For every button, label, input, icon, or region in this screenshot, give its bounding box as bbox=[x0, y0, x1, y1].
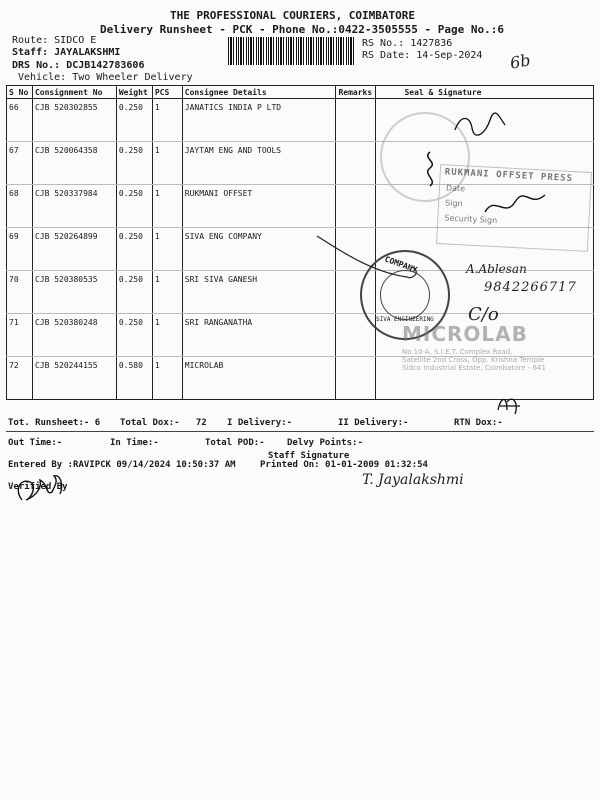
ii-delivery: II Delivery:- bbox=[338, 418, 409, 428]
verifier-signature bbox=[12, 470, 72, 510]
rukmani-stamp: RUKMANI OFFSET PRESS Date Sign Security Sign bbox=[436, 164, 592, 252]
verified-by: Verified By bbox=[8, 482, 68, 492]
runsheet-subtitle: Delivery Runsheet - PCK - Phone No.:0422-3505555 - Page No.:6 bbox=[100, 23, 504, 36]
col-pcs: PCS bbox=[152, 86, 182, 99]
out-time: Out Time:- bbox=[8, 438, 63, 448]
table-row: 71 CJB 520380248 0.250 1 SRI RANGANATHA bbox=[7, 314, 594, 357]
drs-line: DRS No.: DCJB142783606 bbox=[12, 60, 145, 71]
rs-date: RS Date: 14-Sep-2024 bbox=[362, 50, 483, 61]
table-header-row bbox=[7, 86, 594, 99]
printed-on: Printed On: 01-01-2009 01:32:54 bbox=[260, 460, 428, 470]
col-sno: S No bbox=[7, 86, 33, 99]
signature-row72 bbox=[495, 392, 525, 418]
table-row: 66 CJB 520302855 0.250 1 JANATICS INDIA P LTD bbox=[7, 99, 594, 142]
rs-no: RS No.: 1427836 bbox=[362, 38, 453, 49]
company-seal: COMPANY SIVA ENGINEERING bbox=[360, 250, 450, 340]
delvy-points: Delvy Points:- bbox=[287, 438, 363, 448]
totals-line: Tot. Runsheet:- 6 bbox=[8, 418, 101, 428]
microlab-stamp: MICROLAB No.10-A, S.I.E.T. Complex Road, Satellite 2nd Cross, Opp. Krishna Temple Sidco Industrial Estate, Coimbatore - 641 bbox=[402, 322, 546, 372]
total-pod: Total POD:- bbox=[205, 438, 265, 448]
handwritten-name: A.Ablesan bbox=[466, 262, 527, 276]
company-title: THE PROFESSIONAL COURIERS, COIMBATORE bbox=[170, 9, 416, 22]
seal-signature-stroke bbox=[312, 232, 432, 292]
table-row: 67 CJB 520064358 0.250 1 JAYTAM ENG AND TOOLS bbox=[7, 142, 594, 185]
table-row: 69 CJB 520264899 0.250 1 SIVA ENG COMPANY bbox=[7, 228, 594, 271]
entered-by: Entered By :RAVIPCK 09/14/2024 10:50:37 AM bbox=[8, 460, 236, 470]
col-remarks: Remarks bbox=[336, 86, 376, 99]
staff-signature-label: Staff Signature bbox=[268, 451, 350, 461]
table-row: 72 CJB 520244155 0.580 1 MICROLAB bbox=[7, 357, 594, 400]
barcode bbox=[228, 37, 356, 65]
signature-row66 bbox=[450, 110, 510, 140]
total-dox: Total Dox:- 72 bbox=[120, 418, 207, 428]
divider bbox=[6, 431, 594, 432]
staff-line: Staff: JAYALAKSHMI bbox=[12, 47, 121, 58]
table-row: 68 CJB 520337984 0.250 1 RUKMANI OFFSET bbox=[7, 185, 594, 228]
route-line: Route: SIDCO E bbox=[12, 35, 97, 46]
i-delivery: I Delivery:- bbox=[227, 418, 293, 428]
handwritten-phone: 9842266717 bbox=[484, 280, 577, 295]
signature-row67 bbox=[420, 150, 440, 190]
page-note-handwritten: 6b bbox=[508, 50, 532, 73]
col-consignee: Consignee Details bbox=[182, 86, 336, 99]
handwritten-co: C/o bbox=[468, 304, 499, 325]
vehicle-line: Vehicle: Two Wheeler Delivery bbox=[18, 72, 193, 83]
col-consignment: Consignment No bbox=[32, 86, 116, 99]
col-weight: Weight bbox=[116, 86, 152, 99]
col-seal: Seal & Signature bbox=[376, 86, 594, 99]
rtn-dox: RTN Dox:- bbox=[454, 418, 503, 428]
staff-handwritten-signature: T. Jayalakshmi bbox=[362, 472, 464, 488]
table-row: 70 CJB 520380535 0.250 1 SRI SIVA GANESH bbox=[7, 271, 594, 314]
signature-row68 bbox=[480, 190, 550, 220]
in-time: In Time:- bbox=[110, 438, 159, 448]
